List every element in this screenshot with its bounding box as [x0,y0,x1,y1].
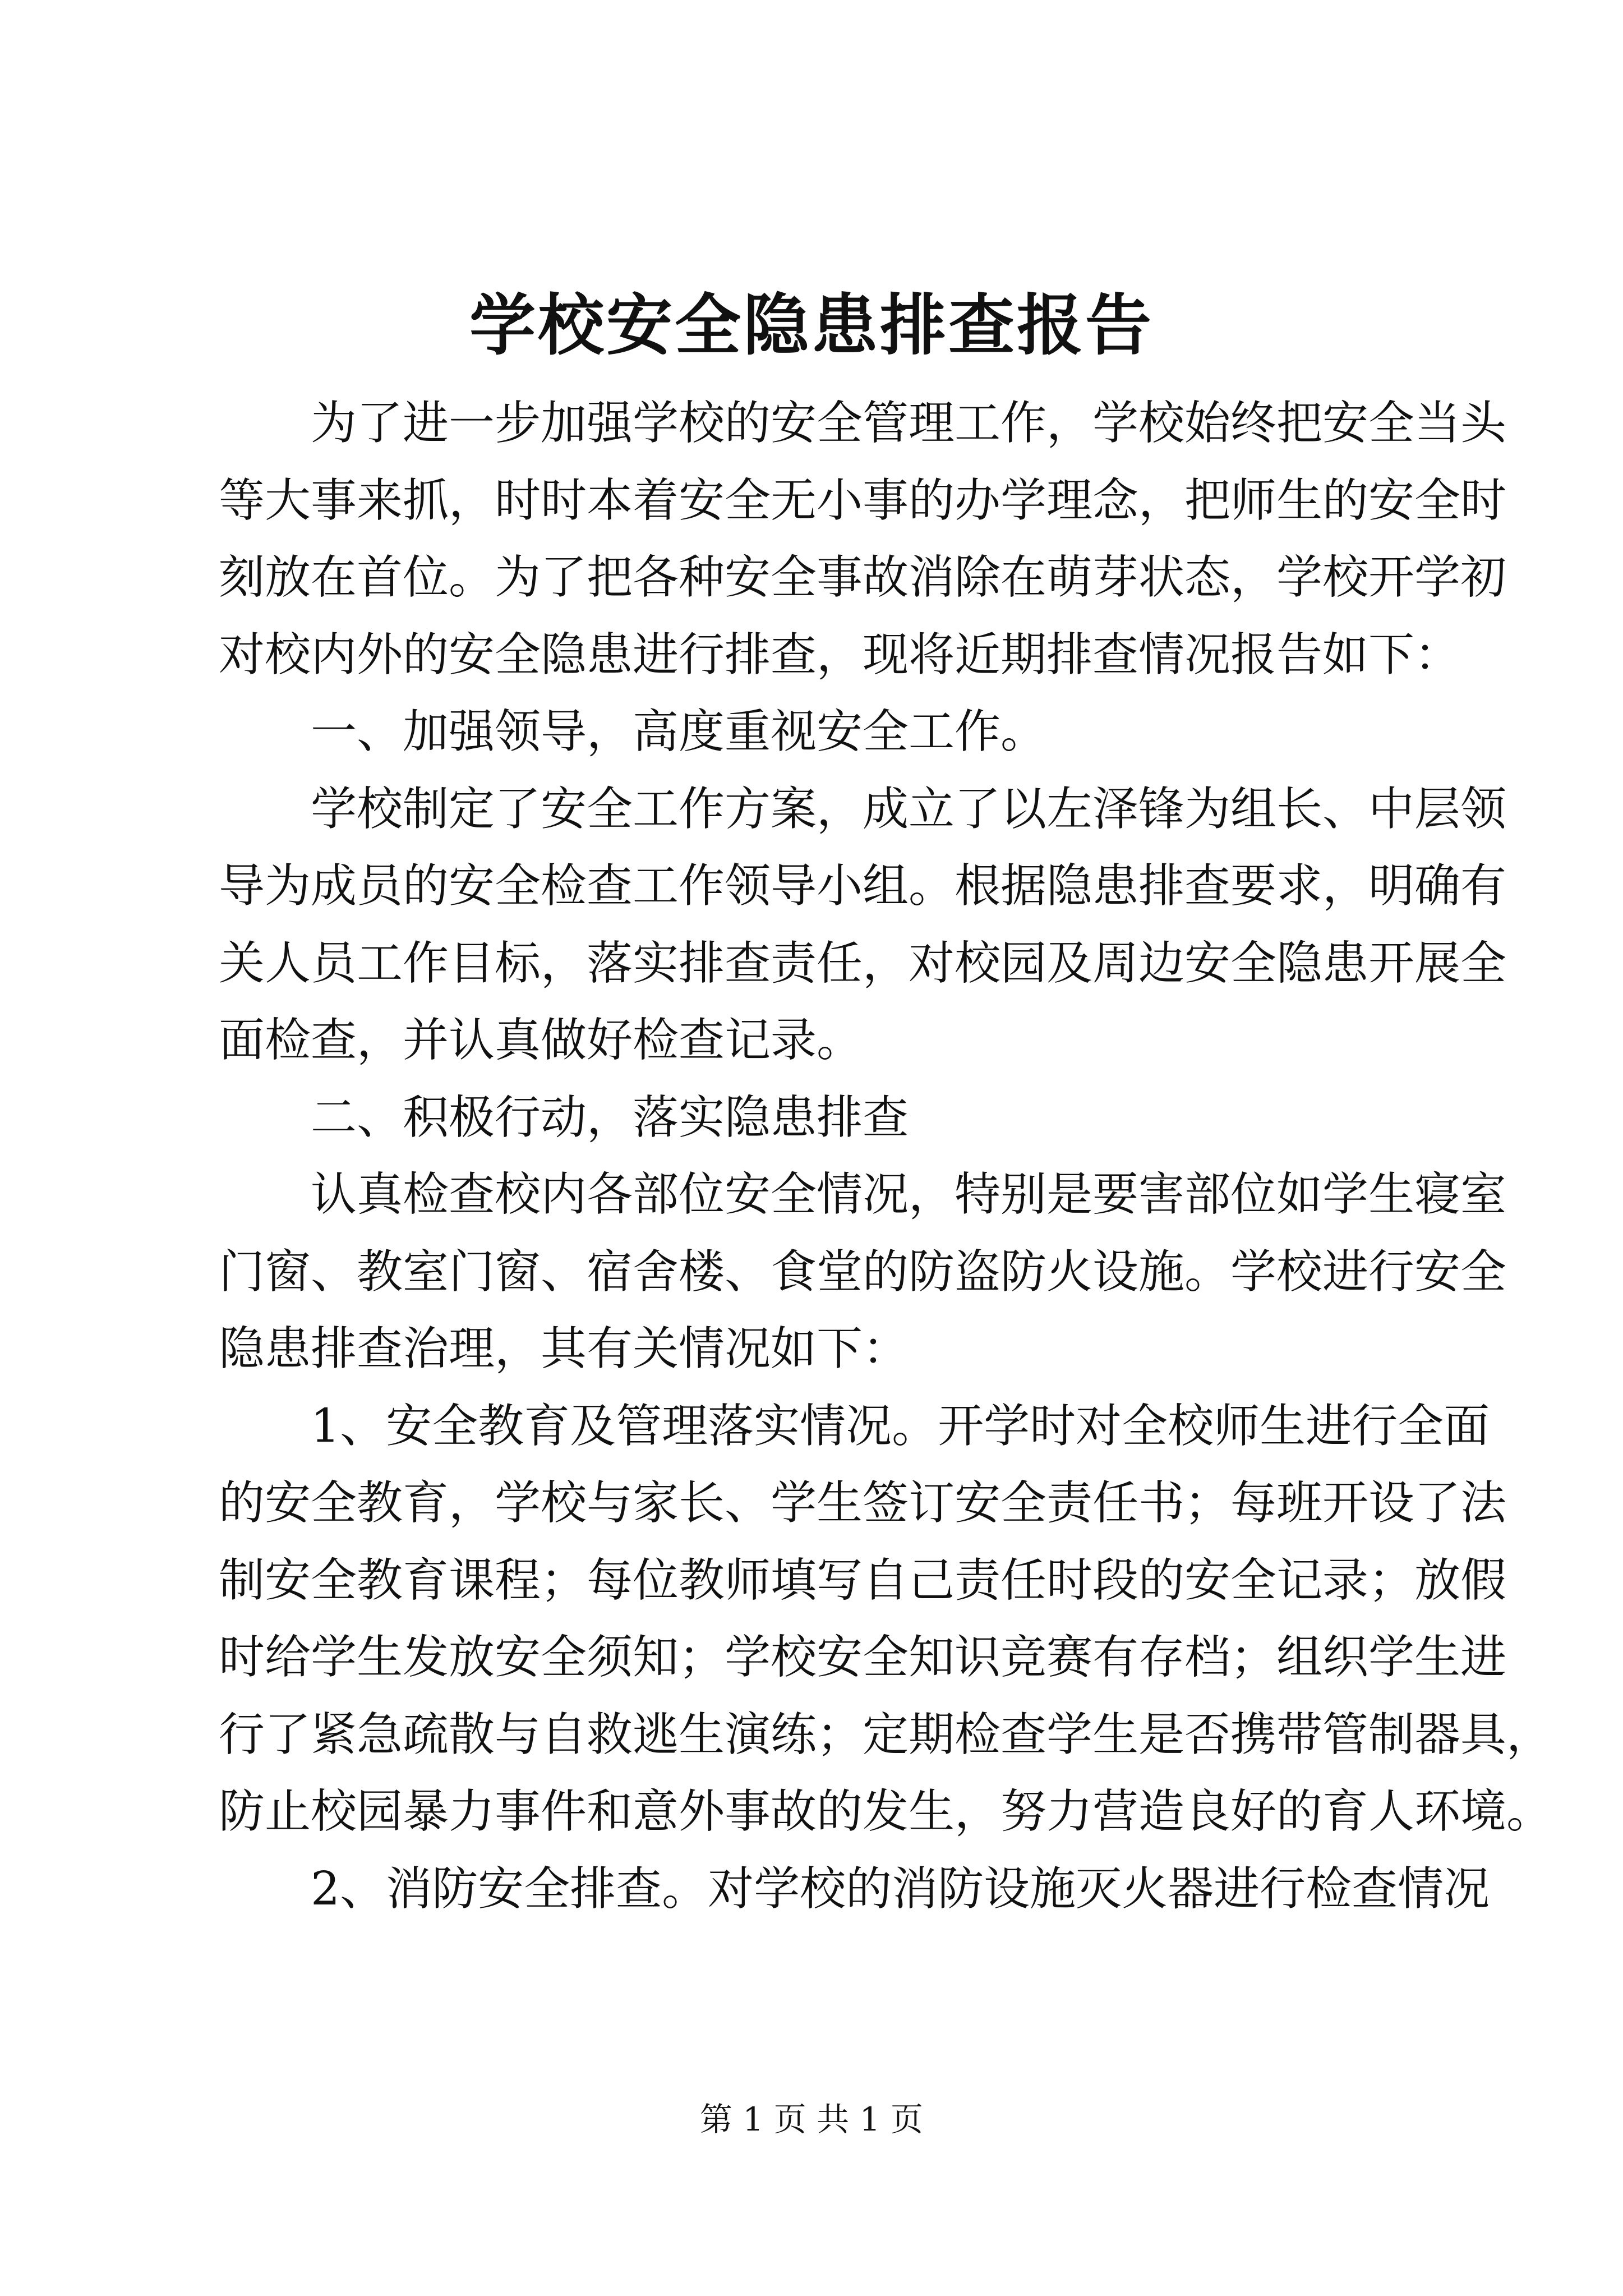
document-body [219,385,1553,1927]
body-line: 1、安全教育及管理落实情况。开学时对全校师生进行全面 [311,1399,1490,1453]
page-footer: 第 1 页 共 1 页 [700,2100,923,2138]
body-line: 学校制定了安全工作方案，成立了以左泽锋为组长、中层领 [311,782,1507,836]
body-line: 对校内外的安全隐患进行排查，现将近期排查情况报告如下： [219,628,1461,682]
body-line: 刻放在首位。为了把各种安全事故消除在萌芽状态，学校开学初 [219,551,1507,604]
section-heading: 一、加强领导，高度重视安全工作。 [311,705,1047,758]
body-line: 为了进一步加强学校的安全管理工作，学校始终把安全当头 [311,397,1507,450]
document-title: 学校安全隐患排查报告 [469,286,1154,364]
body-line: 面检查，并认真做好检查记录。 [219,1014,863,1067]
body-line: 的安全教育，学校与家长、学生签订安全责任书；每班开设了法 [219,1476,1507,1530]
body-line: 制安全教育课程；每位教师填写自己责任时段的安全记录；放假 [219,1553,1507,1607]
body-line: 门窗、教室门窗、宿舍楼、食堂的防盗防火设施。学校进行安全 [219,1245,1507,1299]
body-line: 防止校园暴力事件和意外事故的发生，努力营造良好的育人环境。 [219,1785,1553,1838]
body-line: 时给学生发放安全须知；学校安全知识竞赛有存档；组织学生进 [219,1631,1507,1684]
body-line: 等大事来抓，时时本着安全无小事的办学理念，把师生的安全时 [219,473,1507,527]
body-line: 关人员工作目标，落实排查责任，对校园及周边安全隐患开展全 [219,936,1507,990]
body-line: 认真检查校内各部位安全情况，特别是要害部位如学生寝室 [311,1168,1507,1221]
body-line: 隐患排查治理，其有关情况如下： [219,1322,909,1375]
body-line: 行了紧急疏散与自救逃生演练；定期检查学生是否携带管制器具， [219,1708,1553,1761]
section-heading: 二、积极行动，落实隐患排查 [311,1091,909,1144]
body-line: 2、消防安全排查。对学校的消防设施灭火器进行检查情况 [311,1862,1490,1916]
body-line: 导为成员的安全检查工作领导小组。根据隐患排查要求，明确有 [219,859,1507,913]
